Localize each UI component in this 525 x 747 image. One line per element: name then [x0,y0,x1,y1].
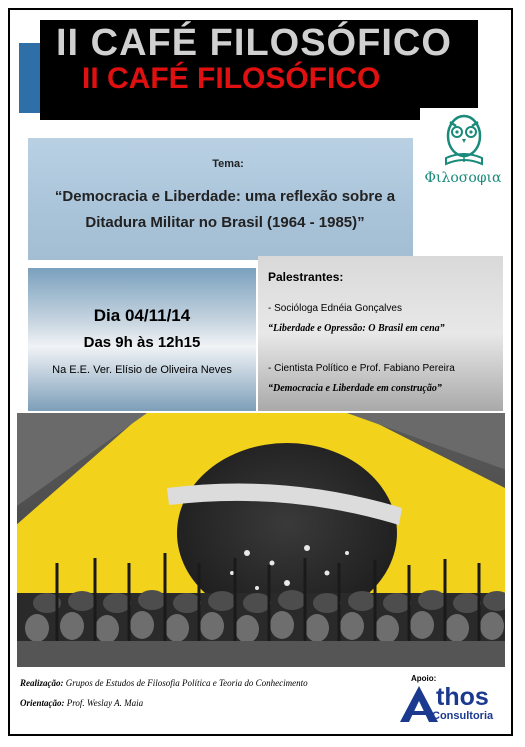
poster-title: II CAFÉ FILOSÓFICO [56,22,452,64]
theme-line-2: Ditadura Militar no Brasil (1964 - 1985)” [85,214,365,231]
logo-text: Φιλοσοφια [424,170,502,186]
realization-credit [20,678,308,688]
speaker-talk-title: “Liberdade e Opressão: O Brasil em cena” [268,323,445,334]
event-place: Na E.E. Ver. Elísio de Oliveira Neves [52,364,232,376]
realization-text: Grupos de Estudos de Filosofia Política e Teoria do Conhecimento [63,678,308,688]
date-panel [28,268,256,411]
speakers-panel [258,256,503,411]
orientation-text: Prof. Weslay A. Maia [64,698,144,708]
support-label: Apoio: [411,674,437,683]
orientation-label: Orientação: [20,698,65,708]
brazil-flag-soldiers-image [17,413,505,667]
theme-panel [28,138,413,260]
poster-title-overlay: II CAFÉ FILOSÓFICO [82,62,381,95]
sponsor-name: thos [436,683,489,711]
theme-label: Tema: [212,158,244,170]
event-time: Das 9h às 12h15 [83,334,201,351]
speakers-heading: Palestrantes: [268,270,344,284]
realization-label: Realização: [20,678,64,688]
theme-line-1: “Democracia e Liberdade: uma reflexão sobre a [54,188,396,205]
orientation-credit [20,698,143,708]
speaker-name: - Socióloga Ednéia Gonçalves [268,303,402,314]
flag-soldiers-photo [17,413,505,667]
event-date: Dia 04/11/14 [93,306,191,325]
sponsor-subtitle: Consultoria [432,710,494,722]
philosophy-logo [420,108,506,198]
speaker-name: - Cientista Político e Prof. Fabiano Pereira [268,363,455,374]
athos-sponsor-logo [396,682,506,730]
owl-icon [442,112,486,168]
speaker-talk-title: “Democracia e Liberdade em construção” [268,383,442,394]
theme-text [34,184,416,236]
